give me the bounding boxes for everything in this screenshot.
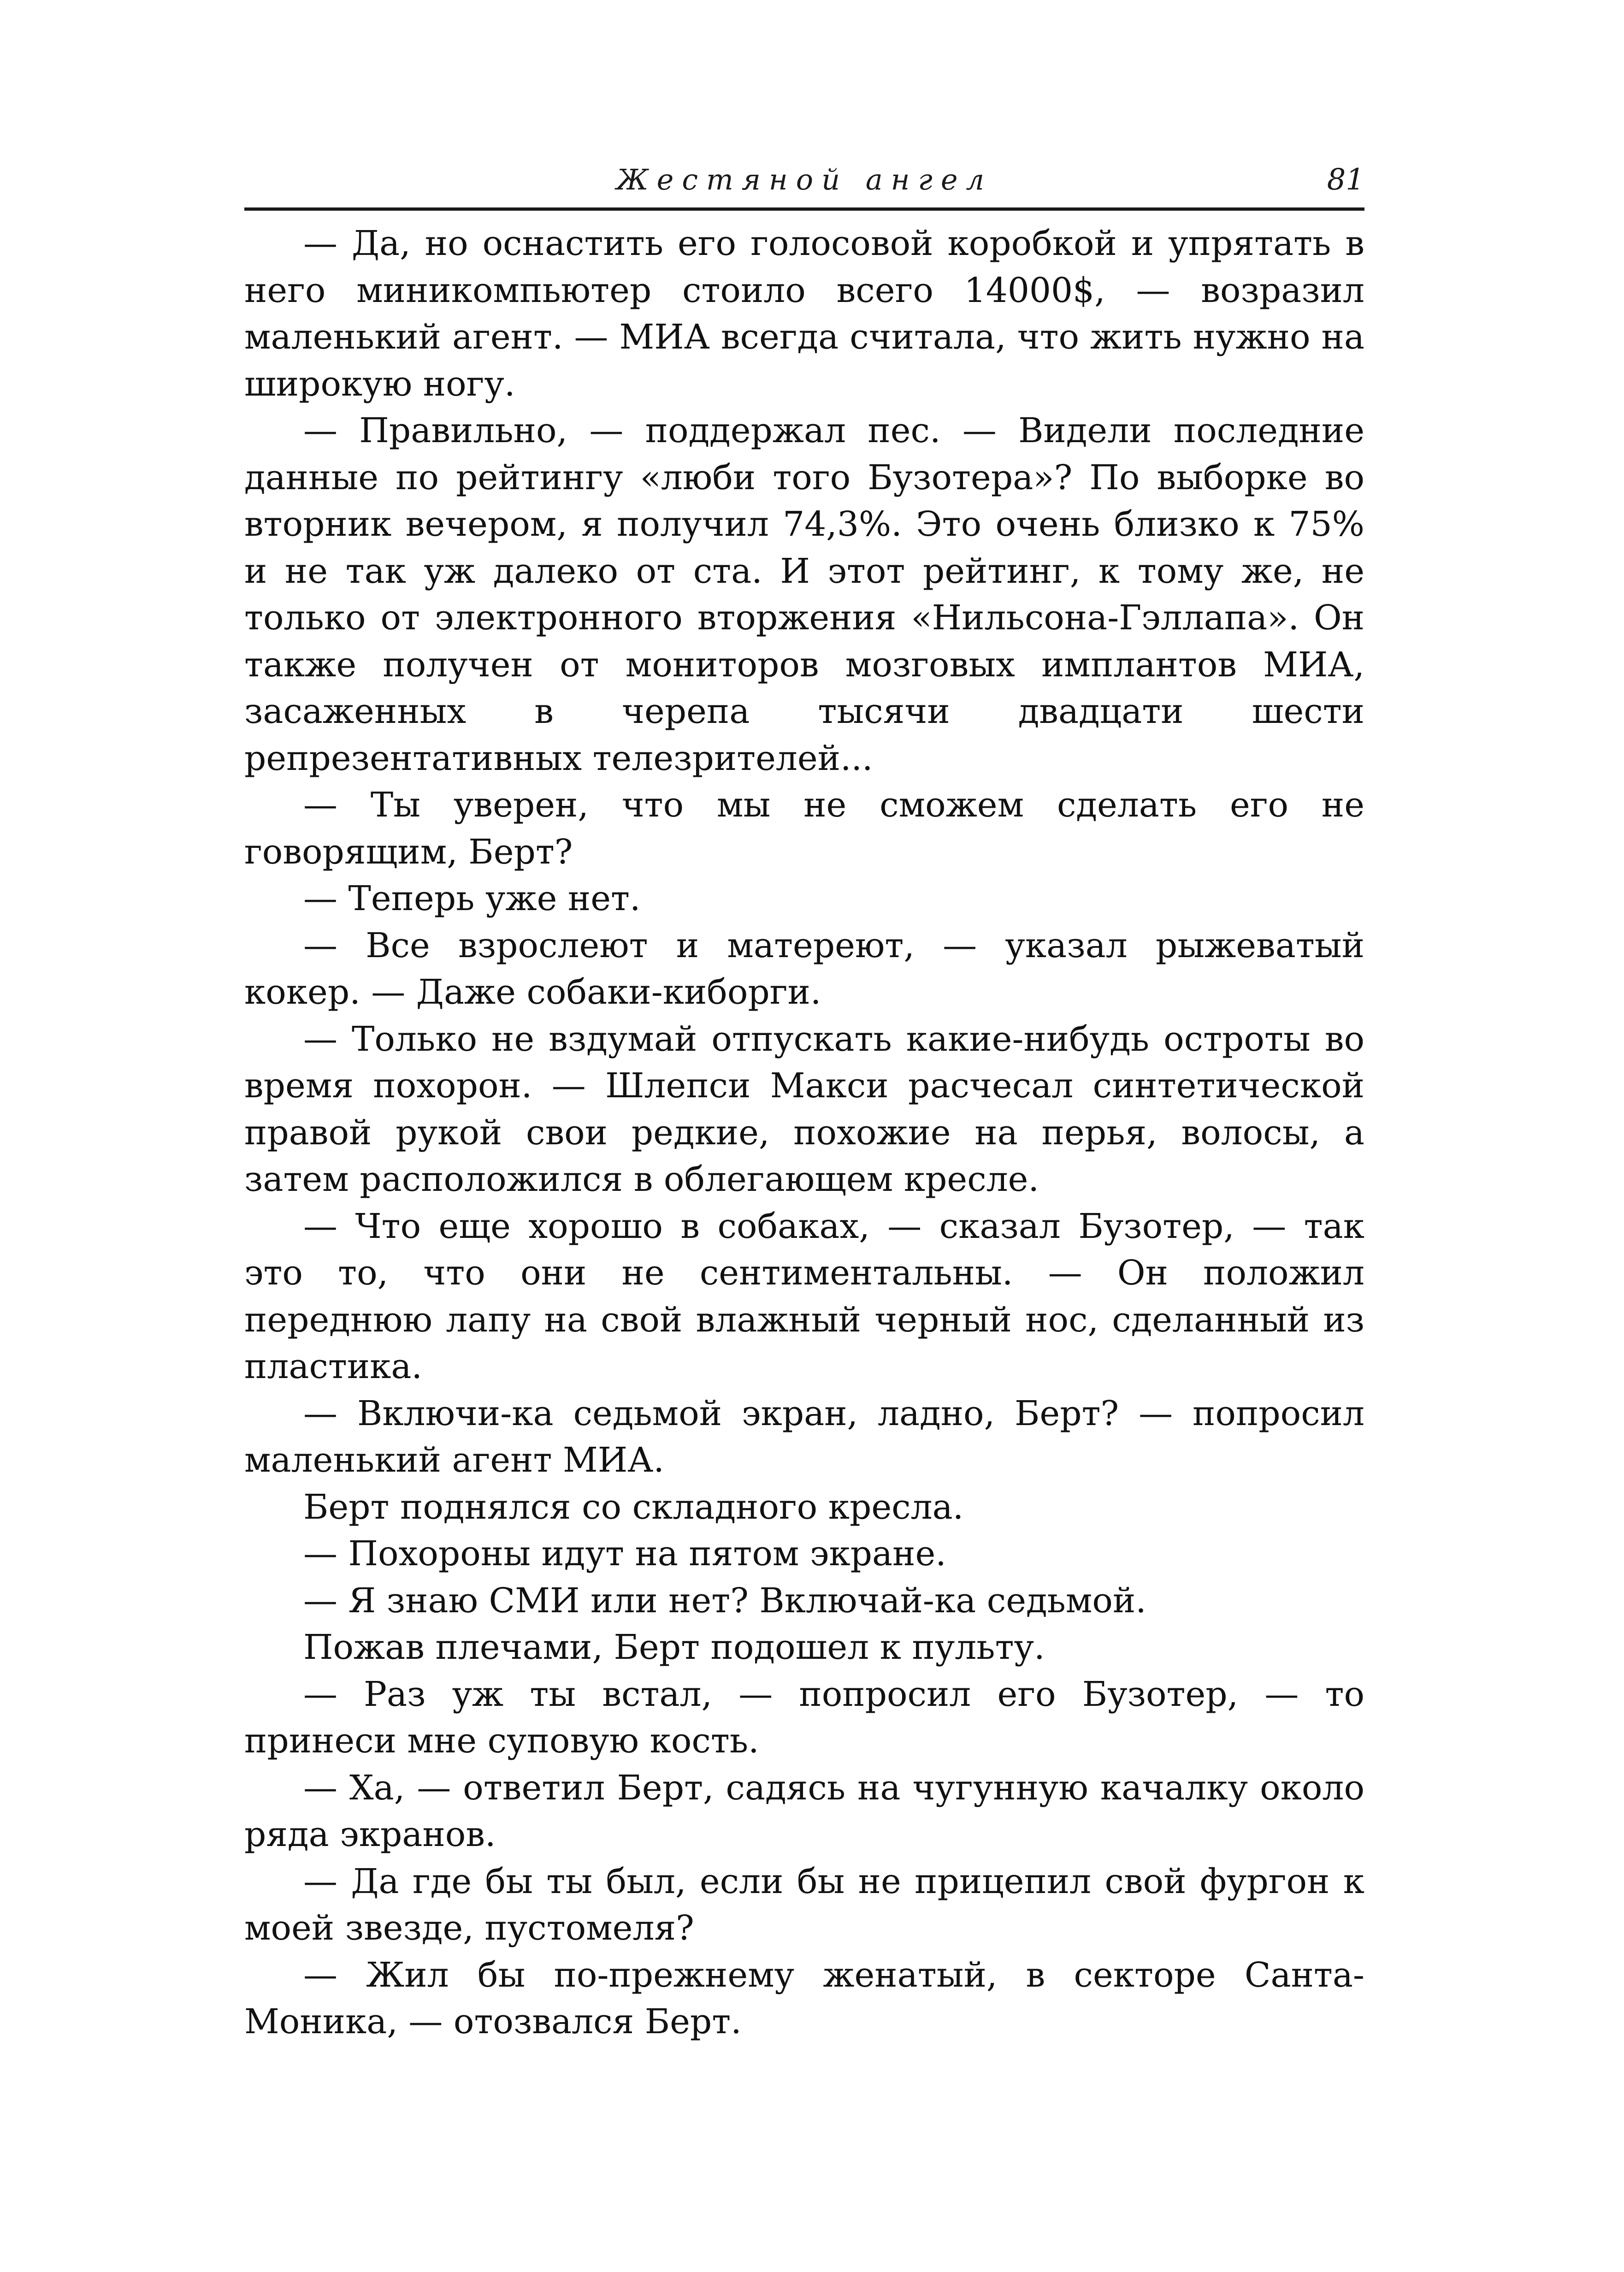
paragraph: — Я знаю СМИ или нет? Включай-ка седьмой. xyxy=(303,1580,1146,1621)
paragraph: — Только не вздумай отпускать какие-нибудь остроты во время похорон. — Шлепси Макси расчесал синтетической правой рукой свои редкие, похожие на перья, волосы, а затем расположился в облегающем кресле. xyxy=(244,1019,1364,1199)
paragraph: — Да где бы ты был, если бы не прицепил свой фургон к моей звезде, пустомеля? xyxy=(244,1861,1364,1948)
paragraph: — Жил бы по-прежнему женатый, в секторе Санта-Моника, — отозвался Берт. xyxy=(244,1955,1364,2041)
paragraph: — Что еще хорошо в собаках, — сказал Бузотер, — так это то, что они не сентиментальны. — Он положил переднюю лапу на свой влажный черный нос, сделанный из пластика. xyxy=(244,1206,1364,1386)
paragraph: Пожав плечами, Берт подошел к пульту. xyxy=(303,1627,1045,1667)
paragraph: — Правильно, — поддержал пес. — Видели последние данные по рейтингу «люби того Бузотера»? По выборке во вторник вечером, я получил 74,3%. Это очень близко к 75% и не так уж далеко от ста. И этот рейтинг, к тому же, не только от электронного вторжения «Нильсона-Гэллапа». Он также получен от мониторов мозговых имплантов МИА, засаженных в черепа тысячи двадцати шести репрезентативных телезрителей... xyxy=(244,411,1364,778)
paragraph: — Включи-ка седьмой экран, ладно, Берт? — попросил маленький агент МИА. xyxy=(244,1393,1364,1480)
paragraph: — Все взрослеют и матереют, — указал рыжеватый кокер. — Даже собаки-киборги. xyxy=(244,925,1364,1012)
paragraph: — Ты уверен, что мы не сможем сделать его не говорящим, Берт? xyxy=(244,785,1364,872)
body-text xyxy=(244,220,1364,2046)
running-head xyxy=(244,154,1364,205)
paragraph: — Да, но оснастить его голосовой коробкой и упрятать в него миникомпьютер стоило всего 14000$, — возразил маленький агент. — МИА всегда считала, что жить нужно на широкую ногу. xyxy=(244,224,1364,404)
paragraph: — Ха, — ответил Берт, садясь на чугунную качалку около ряда экранов. xyxy=(244,1768,1364,1854)
paragraph: Берт поднялся со складного кресла. xyxy=(303,1487,964,1527)
running-title: Жестяной ангел xyxy=(616,163,993,196)
paragraph: — Раз уж ты встал, — попросил его Бузотер, — то принеси мне суповую кость. xyxy=(244,1674,1364,1761)
paragraph: — Теперь уже нет. xyxy=(303,879,641,918)
page-number: 81 xyxy=(1327,163,1364,197)
paragraph: — Похороны идут на пятом экране. xyxy=(303,1534,946,1574)
header-rule xyxy=(244,207,1364,211)
